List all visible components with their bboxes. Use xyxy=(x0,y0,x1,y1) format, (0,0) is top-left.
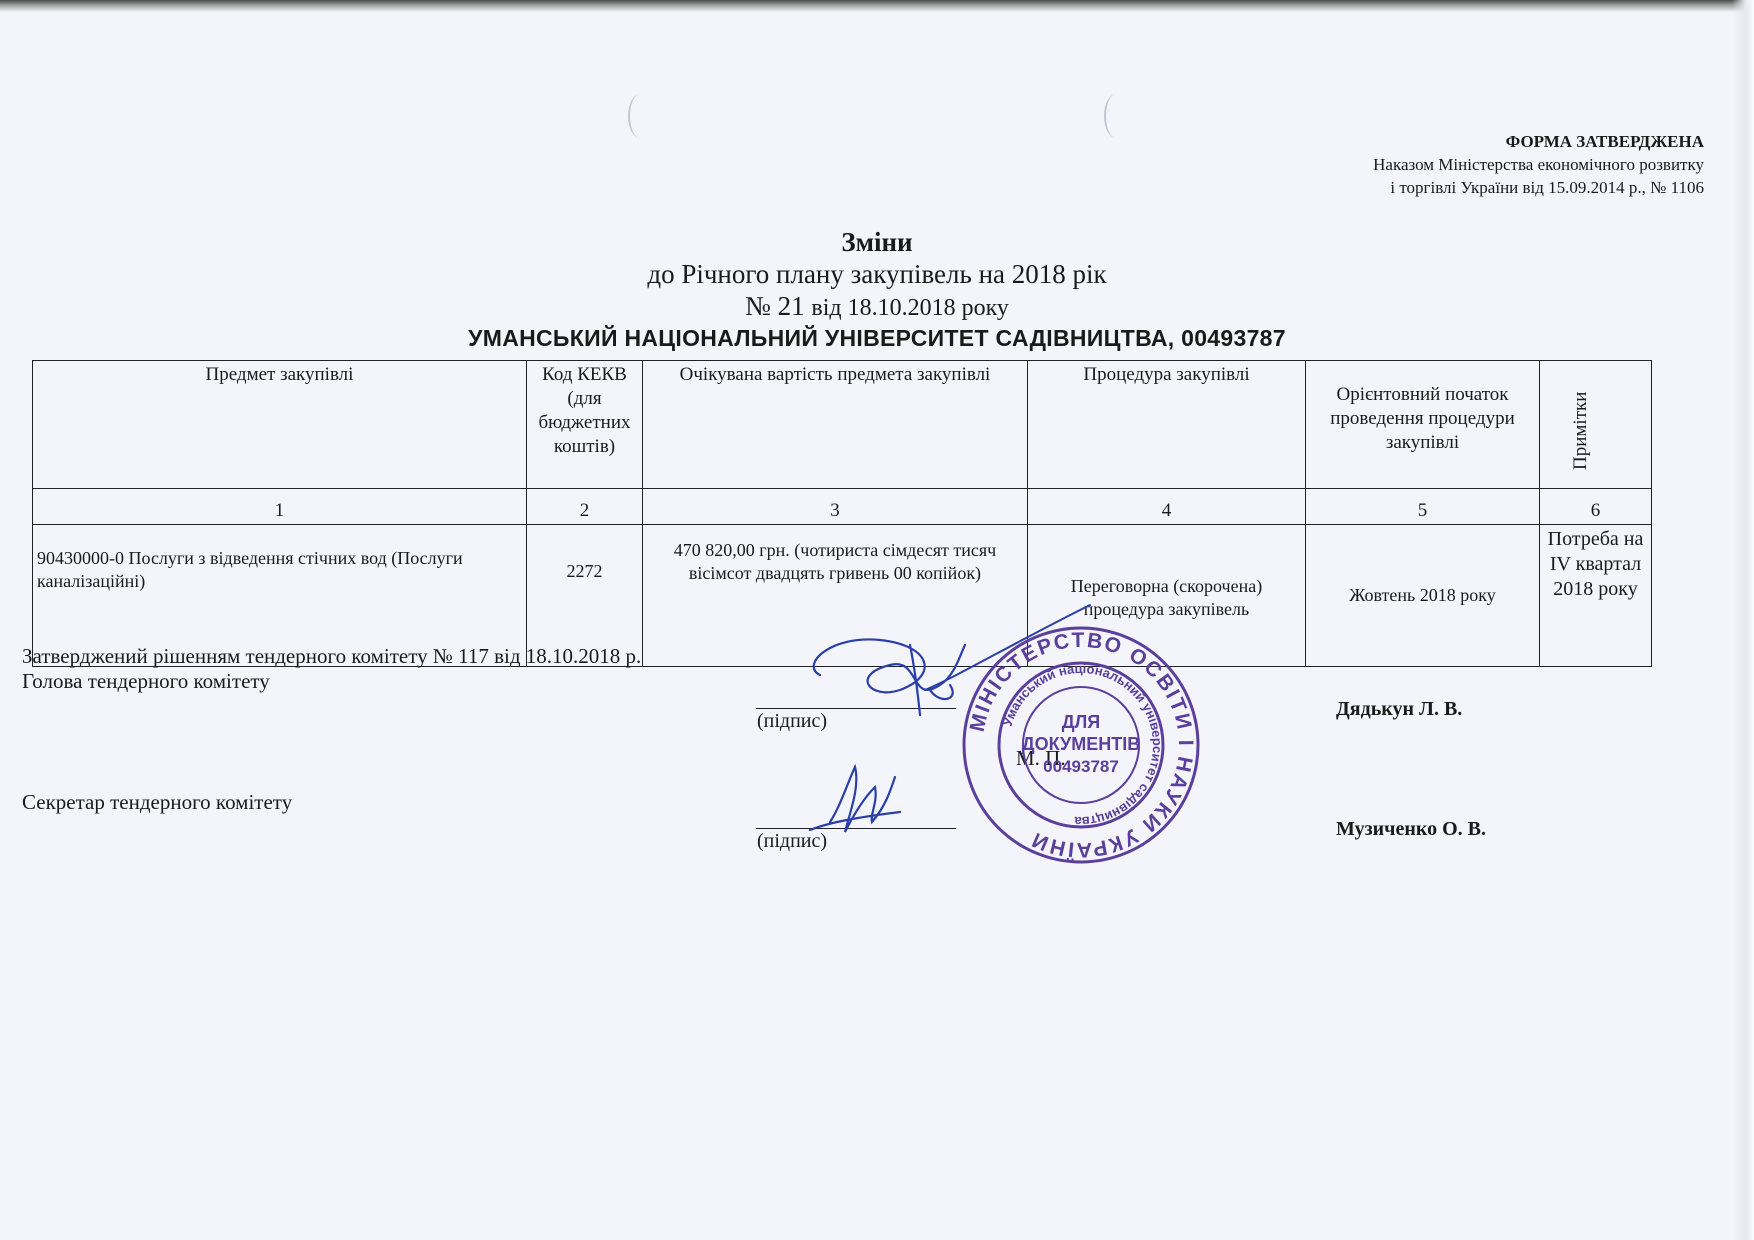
row-subject: 90430000-0 Послуги з відведення стічних вод (Послуги каналізаційні) xyxy=(33,525,527,667)
organization-name: УМАНСЬКИЙ НАЦІОНАЛЬНИЙ УНІВЕРСИТЕТ САДІВНИЦТВА, 00493787 xyxy=(468,325,1286,351)
header-kekv: Код КЕКВ (для бюджетних коштів) xyxy=(527,361,643,489)
header-subject: Предмет закупівлі xyxy=(33,361,527,489)
header-value: Очікувана вартість предмета закупівлі xyxy=(643,361,1028,489)
row-procedure: Переговорна (скорочена) процедура закупівель xyxy=(1028,525,1306,667)
secretary-name: Музиченко О. В. xyxy=(1336,818,1487,840)
header-start: Орієнтовний початок проведення процедури закупівлі xyxy=(1306,361,1540,489)
stamp-center-line1: ДЛЯ xyxy=(1061,712,1101,732)
column-number: 3 xyxy=(643,489,1028,525)
column-number: 4 xyxy=(1028,489,1306,525)
seal-label: М. П. xyxy=(1016,746,1066,770)
header-notes: Примітки xyxy=(1569,391,1591,471)
approval-order-date: і торгівлі України від 15.09.2014 р., № 1106 xyxy=(1390,178,1704,197)
row-value: 470 820,00 грн. (чотириста сімдесят тисяч вісімсот двадцять гривень 00 копійок) xyxy=(643,525,1028,667)
approval-order: Наказом Міністерства економічного розвитку xyxy=(1373,155,1704,174)
title-changes: Зміни xyxy=(841,227,913,257)
column-number: 1 xyxy=(33,489,527,525)
approved-by-decision: Затверджений рішенням тендерного комітету № 117 від 18.10.2018 р. xyxy=(22,644,642,668)
scan-right-edge xyxy=(1732,0,1754,1240)
stamp-inner-text: Уманський національний університет садівництва xyxy=(999,660,1166,830)
stamp-center-line3: 00493787 xyxy=(1043,757,1119,776)
row-kekv: 2272 xyxy=(527,525,643,667)
title-plan: до Річного плану закупівель на 2018 рік xyxy=(647,259,1107,289)
official-stamp xyxy=(960,624,1202,866)
head-name: Дядькун Л. В. xyxy=(1336,698,1463,720)
document-title xyxy=(0,226,1754,352)
head-role: Голова тендерного комітету xyxy=(22,669,270,693)
secretary-signature xyxy=(800,752,910,852)
row-note: Потреба на IV квартал 2018 року xyxy=(1540,525,1652,667)
column-number: 6 xyxy=(1540,489,1652,525)
punch-hole-left xyxy=(628,94,652,138)
approval-title: ФОРМА ЗАТВЕРДЖЕНА xyxy=(1505,132,1704,151)
approval-notice xyxy=(1373,130,1704,199)
title-number-value: № 21 xyxy=(745,291,805,321)
secretary-signature-label: (підпис) xyxy=(757,830,828,852)
secretary-role: Секретар тендерного комітету xyxy=(22,790,293,814)
header-procedure: Процедура закупівлі xyxy=(1028,361,1306,489)
stamp-center-line2: ДОКУМЕНТІВ xyxy=(1021,734,1141,754)
column-number: 2 xyxy=(527,489,643,525)
head-signature-label: (підпис) xyxy=(757,710,828,732)
table-number-row xyxy=(33,489,1652,525)
title-number xyxy=(0,290,1754,324)
stamp-outer-text: МІНІСТЕРСТВО ОСВІТИ І НАУКИ УКРАЇНИ xyxy=(965,628,1198,862)
title-number-date: від 18.10.2018 року xyxy=(811,295,1009,321)
table-header-row xyxy=(33,361,1652,489)
column-number: 5 xyxy=(1306,489,1540,525)
scan-top-edge xyxy=(0,0,1754,12)
header-notes-cell xyxy=(1540,361,1652,489)
row-start: Жовтень 2018 року xyxy=(1306,525,1540,667)
punch-hole-right xyxy=(1104,94,1128,138)
